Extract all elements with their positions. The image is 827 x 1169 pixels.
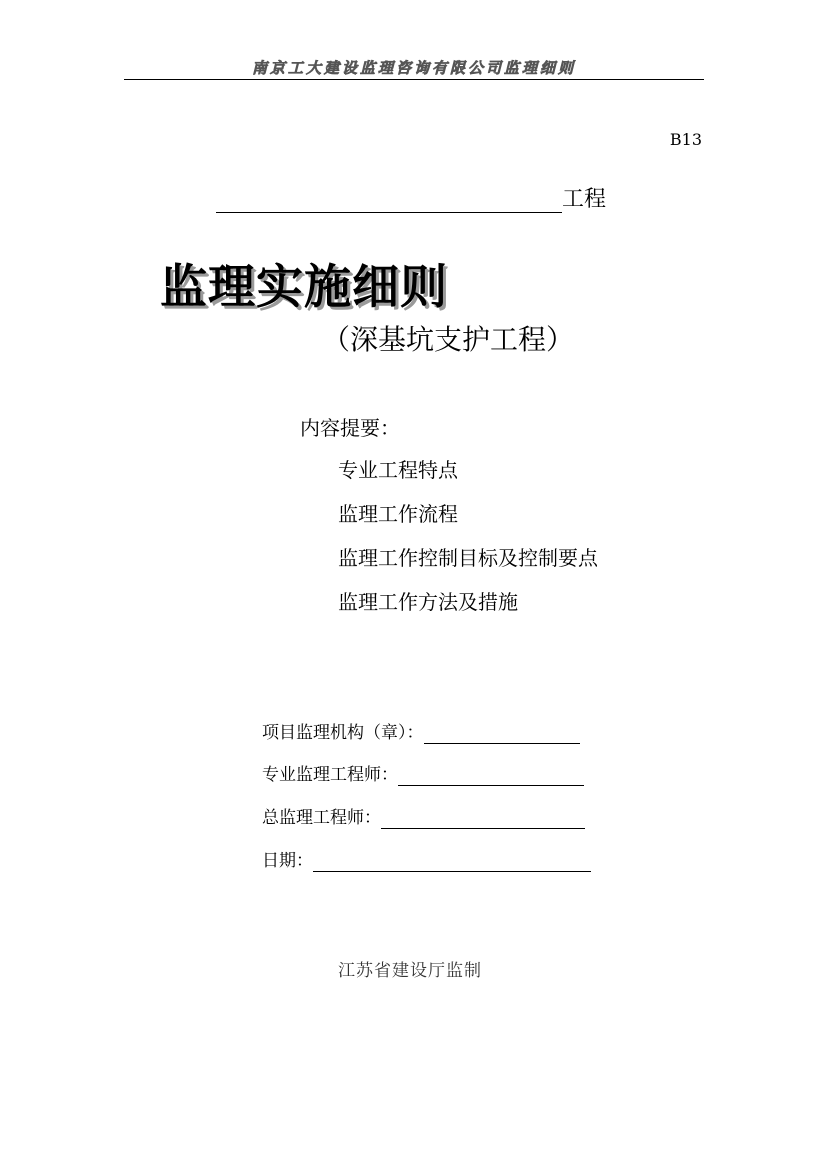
engineer-blank[interactable] (398, 767, 584, 786)
org-blank[interactable] (424, 725, 580, 744)
chief-signature-row (262, 805, 585, 829)
issuer-footer: 江苏省建设厅监制 (338, 961, 482, 981)
summary-item: 监理工作流程 (338, 502, 458, 526)
summary-item: 监理工作方法及措施 (338, 590, 518, 614)
org-signature-row (262, 720, 580, 744)
sub-title: （深基坑支护工程） (322, 323, 575, 356)
summary-list (338, 456, 598, 632)
engineer-label: 专业监理工程师： (262, 765, 398, 785)
chief-blank[interactable] (381, 810, 585, 829)
date-label: 日期： (262, 851, 313, 871)
project-name-blank[interactable] (216, 188, 562, 213)
header-rule (124, 79, 704, 80)
document-code: B13 (669, 130, 702, 149)
running-header: 南京工大建设监理咨询有限公司监理细则 (251, 59, 576, 77)
chief-label: 总监理工程师： (262, 808, 381, 828)
summary-item: 专业工程特点 (338, 458, 458, 482)
project-suffix: 工程 (562, 187, 607, 212)
summary-item: 监理工作控制目标及控制要点 (338, 546, 598, 570)
date-signature-row (262, 848, 591, 872)
engineer-signature-row (262, 762, 584, 786)
date-blank[interactable] (313, 853, 591, 872)
summary-heading: 内容提要： (300, 416, 400, 440)
project-name-line (216, 185, 606, 213)
org-label: 项目监理机构（章）： (262, 723, 424, 743)
main-title: 监理实施细则 (160, 260, 448, 315)
